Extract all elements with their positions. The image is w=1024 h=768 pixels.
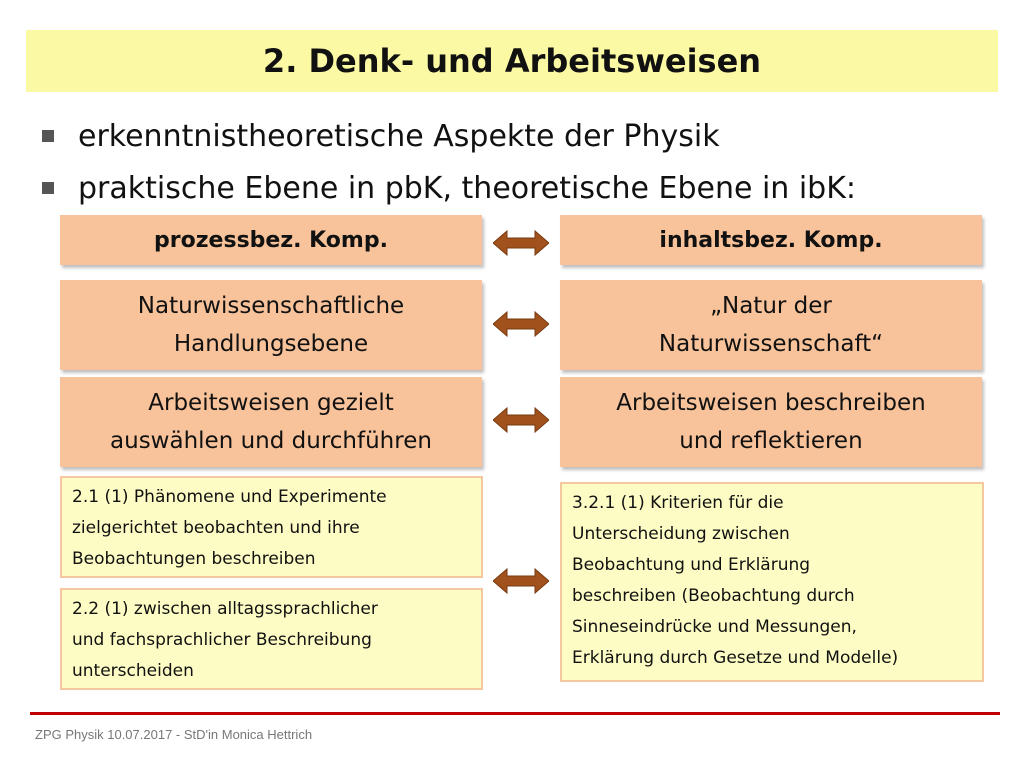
page-title: 2. Denk- und Arbeitsweisen [262,42,762,80]
left-detail-box-1 [60,476,483,578]
detail-line: Unterscheidung zwischen [572,524,790,544]
right-header-label: inhaltsbez. Komp. [659,227,883,253]
right-detail-box [560,482,984,682]
right-level-box [560,280,982,370]
right-header-box [560,215,982,265]
detail-line: unterscheiden [72,661,194,681]
bullet-item [40,110,1000,162]
detail-line: beschreiben (Beobachtung durch [572,586,855,606]
left-detail-box-2 [60,588,483,690]
left-level-line: Naturwissenschaftliche [137,293,405,319]
detail-line: zielgerichtet beobachten und ihre [72,518,360,538]
detail-line: Beobachtungen beschreiben [72,549,316,569]
right-method-line: Arbeitsweisen beschreiben [616,390,926,416]
left-method-line: auswählen und durchführen [110,428,432,454]
left-method-line: Arbeitsweisen gezielt [148,390,394,416]
bullet-item [40,162,1000,214]
left-level-line: Handlungsebene [173,331,369,357]
footer-text: ZPG Physik 10.07.2017 - StD'in Monica Hettrich [35,727,313,742]
right-level-line: „Natur der [710,293,832,319]
title-bar [26,30,998,92]
square-bullet-icon [42,182,54,194]
detail-line: 2.2 (1) zwischen alltagssprachlicher [72,599,378,619]
double-arrow-icon [493,309,549,339]
right-level-line: Naturwissenschaft“ [658,331,884,357]
left-method-box [60,377,482,467]
double-arrow-icon [493,228,549,258]
detail-line: und fachsprachlicher Beschreibung [72,630,372,650]
square-bullet-icon [42,130,54,142]
left-header-box [60,215,482,265]
detail-line: Sinneseindrücke und Messungen, [572,617,857,637]
footer-divider [30,712,1000,715]
double-arrow-icon [493,405,549,435]
left-level-box [60,280,482,370]
bullet-list [40,110,1000,214]
bullet-text: erkenntnistheoretische Aspekte der Physik [78,118,720,154]
right-method-box [560,377,982,467]
right-method-line: und reflektieren [679,428,863,454]
detail-line: 3.2.1 (1) Kriterien für die [572,493,784,513]
left-header-label: prozessbez. Komp. [154,227,388,253]
detail-line: Erklärung durch Gesetze und Modelle) [572,648,899,668]
detail-line: Beobachtung und Erklärung [572,555,811,575]
detail-line: 2.1 (1) Phänomene und Experimente [72,487,387,507]
double-arrow-icon [493,566,549,596]
bullet-text: praktische Ebene in pbK, theoretische Ebene in ibK: [78,170,856,206]
